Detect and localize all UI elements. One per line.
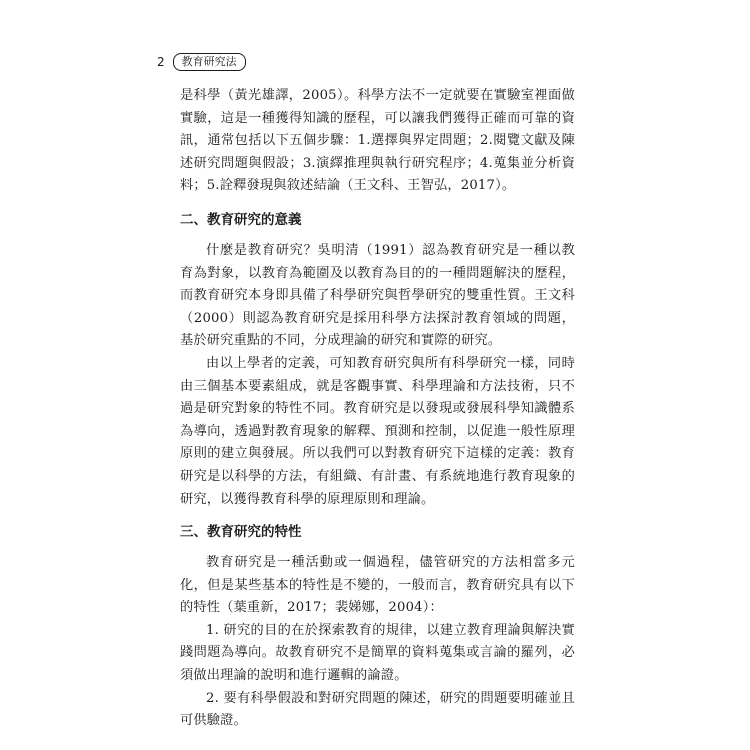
page-number: 2 <box>157 55 165 69</box>
list-item: 1. 研究的目的在於探索教育的規律，以建立教育理論與解決實踐問題為導向。故教育研究不是簡單的資料蒐集或言論的羅列，必須做出理論的說明和進行邏輯的論證。 <box>180 622 575 684</box>
paragraph: 教育研究是一種活動或一個過程，儘管研究的方法相當多元化，但是某些基本的特性是不變的，一般而言，教育研究具有以下的特性（葉重新，2017；裴娣娜，2004）： <box>180 555 575 616</box>
page-header <box>157 53 246 71</box>
page-body <box>180 85 575 733</box>
paragraph: 什麼是教育研究？吳明清（1991）認為教育研究是一種以教育為對象，以教育為範圍及以教育為目的的一種問題解決的歷程，而教育研究本身即具備了科學研究與哲學研究的雙重性質。王文科（2000）則認為教育研究是採用科學方法探討教育領域的問題，基於研究重點的不同，分成理論的研究和實際的研究。 <box>180 242 575 349</box>
continued-paragraph: 是科學（黃光雄譯，2005）。科學方法不一定就要在實驗室裡面做實驗，這是一種獲得知識的歷程，可以讓我們獲得正確而可靠的資訊，通常包括以下五個步驟：1.選擇與界定問題；2.閱覽文獻及陳述研究問題與假設；3.演繹推理與執行研究程序；4.蒐集並分析資料；5.詮釋發現與敘述結論（王文科、王智弘，2017）。 <box>180 88 575 194</box>
section-heading-characteristics: 三、教育研究的特性 <box>180 524 302 541</box>
list-item: 2. 要有科學假設和對研究問題的陳述，研究的問題要明確並且可供驗證。 <box>180 690 575 729</box>
running-title: 教育研究法 <box>173 53 246 71</box>
paragraph: 由以上學者的定義，可知教育研究與所有科學研究一樣，同時由三個基本要素組成，就是客觀事實、科學理論和方法技術，只不過是研究對象的特性不同。教育研究是以發現或發展科學知識體系為導向，透過對教育現象的解釋、預測和控制，以促進一般性原理原則的建立與發展。所以我們可以對教育研究下這樣的定義：教育研究是以科學的方法，有組織、有計畫、有系統地進行教育現象的研究，以獲得教育科學的原理原則和理論。 <box>180 355 575 507</box>
section-heading-meaning: 二、教育研究的意義 <box>180 211 302 228</box>
